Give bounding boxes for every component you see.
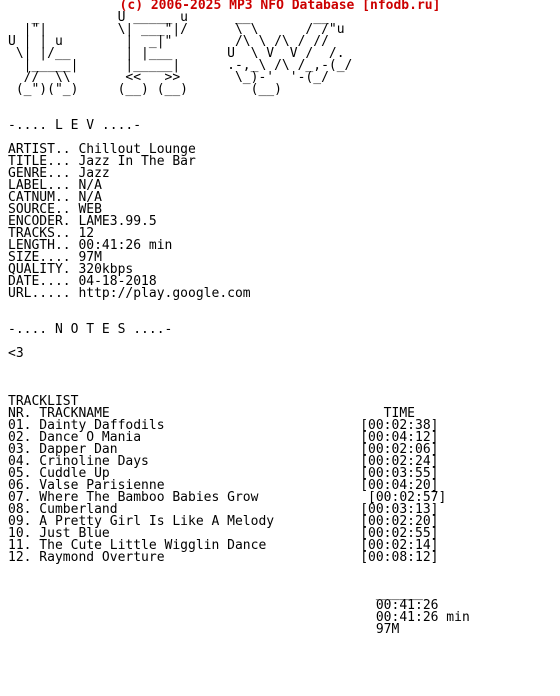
nfo-line: GENRE... Jazz — [8, 166, 110, 181]
nfo-line: U | | u | _|" /\ \ /\ / // — [8, 34, 329, 49]
nfo-line: 10. Just Blue [00:02:55] — [8, 526, 439, 541]
nfo-line: 08. Cumberland [00:03:13] — [8, 502, 439, 517]
nfo-line — [8, 564, 470, 576]
nfo-line: -.... N O T E S ....- — [8, 322, 173, 337]
nfo-line: SOURCE.. WEB — [8, 202, 102, 217]
nfo-line: URL..... http://play.google.com — [8, 286, 251, 301]
nfo-line: 01. Dainty Daffodils [00:02:38] — [8, 418, 439, 433]
nfo-line: NR. TRACKNAME TIME — [8, 406, 415, 421]
nfo-line: LENGTH.. 00:41:26 min — [8, 238, 173, 253]
nfo-line: \| |/__ | |___ U \ V V / /. — [8, 46, 345, 61]
nfo-line — [8, 96, 470, 108]
nfo-line: ARTIST.. Chillout Lounge — [8, 142, 196, 157]
nfo-line: |_____| |_____| .-,_\ /\ /_,-(_/ — [8, 58, 353, 73]
nfo-line: TRACKLIST — [8, 394, 79, 409]
nfo-line: 12. Raymond Overture [00:08:12] — [8, 550, 439, 565]
nfo-line: 00:41:26 min — [8, 610, 470, 625]
nfo-line: 02. Dance O Mania [00:04:12] — [8, 430, 439, 445]
nfo-line: 06. Valse Parisienne [00:04:20] — [8, 478, 439, 493]
nfo-line: _ U _____ u __ __ — [8, 10, 329, 25]
nfo-line: 00:41:26 — [8, 598, 439, 613]
nfo-line: 97M — [8, 622, 400, 637]
nfo-line — [8, 336, 470, 348]
nfo-line: 04. Crinoline Days [00:02:24] — [8, 454, 439, 469]
nfo-line: TRACKS.. 12 — [8, 226, 95, 241]
nfo-line — [8, 372, 470, 384]
nfo-line: QUALITY. 320kbps — [8, 262, 134, 277]
nfo-line — [8, 300, 470, 312]
nfo-line: 09. A Pretty Girl Is Like A Melody [00:02:20] — [8, 514, 439, 529]
nfo-line: SIZE.... 97M — [8, 250, 102, 265]
nfo-line: CATNUM.. N/A — [8, 190, 102, 205]
nfo-line: ENCODER. LAME3.99.5 — [8, 214, 157, 229]
nfo-line: 11. The Cute Little Wigglin Dance [00:02:14] — [8, 538, 439, 553]
nfo-line: 07. Where The Bamboo Babies Grow [00:02:57] — [8, 490, 447, 505]
nfo-line: |"| \| ___"|/ \ \ / /"u — [8, 22, 345, 37]
nfo-line: 05. Cuddle Up [00:03:55] — [8, 466, 439, 481]
nfo-line: ______ — [8, 586, 423, 601]
nfo-text-block — [8, 12, 470, 636]
nfo-line: 03. Dapper Dan [00:02:06] — [8, 442, 439, 457]
nfodb-banner: (c) 2006-2025 MP3 NFO Database [nfodb.ru] — [119, 0, 441, 13]
nfo-line: (_")("_) (__) (__) (__) — [8, 82, 282, 97]
nfo-line — [8, 360, 470, 372]
nfo-line: -.... L E V ....- — [8, 118, 142, 133]
nfo-line: LABEL... N/A — [8, 178, 102, 193]
nfo-line: TITLE... Jazz In The Bar — [8, 154, 196, 169]
nfo-line: <3 — [8, 346, 24, 361]
nfo-line: // \\ << >> \_)-' '-(_/ — [8, 70, 329, 85]
nfo-line: DATE.... 04-18-2018 — [8, 274, 157, 289]
